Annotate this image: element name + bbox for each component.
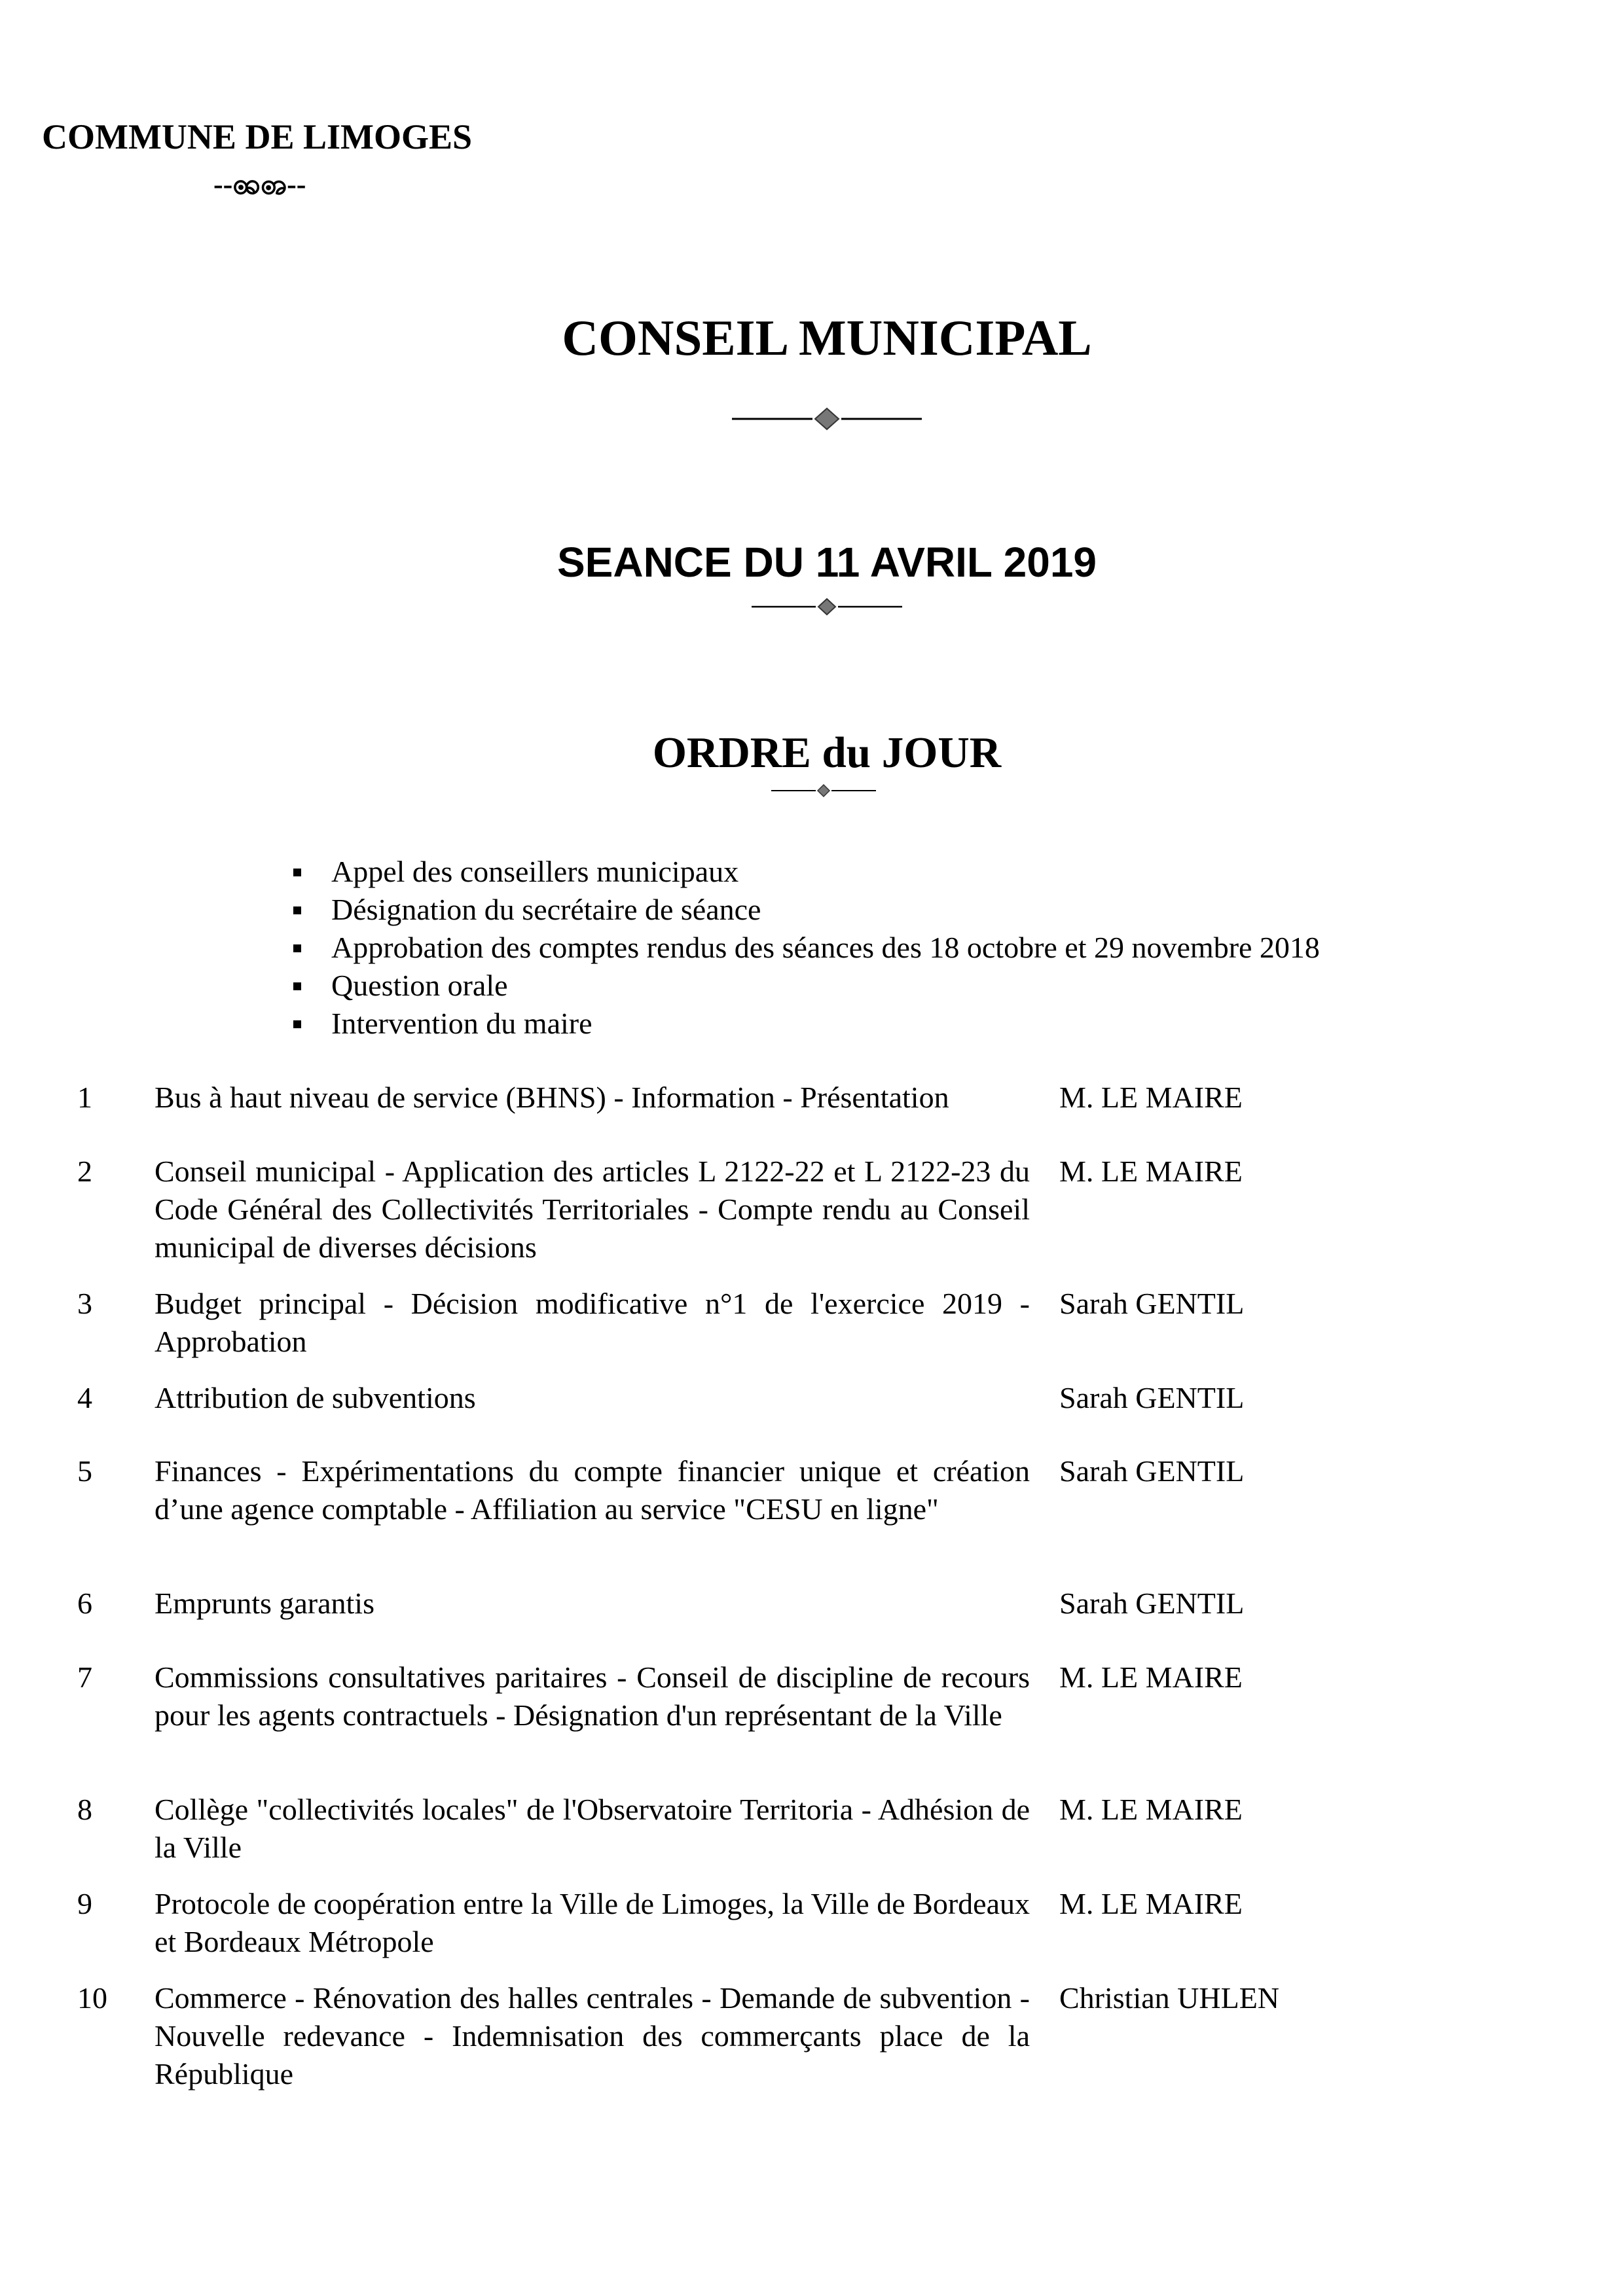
preliminaries-list — [293, 853, 1320, 1043]
preliminary-item: Intervention du maire — [293, 1005, 1320, 1043]
agenda-item-rapporteur: M. LE MAIRE — [1059, 1155, 1243, 1188]
agenda-item-number: 9 — [77, 1887, 92, 1920]
agenda-item-rapporteur: Sarah GENTIL — [1059, 1454, 1245, 1488]
agenda-item-number: 8 — [77, 1793, 92, 1826]
agenda-item-rapporteur: M. LE MAIRE — [1059, 1081, 1243, 1114]
agenda-item-description: Collège "collectivités locales" de l'Observatoire Territoria - Adhésion de la Ville — [155, 1793, 1030, 1864]
agenda-item-rapporteur: M. LE MAIRE — [1059, 1793, 1243, 1826]
conseil-title: CONSEIL MUNICIPAL — [562, 310, 1092, 366]
agenda-item-description: Commerce - Rénovation des halles centrales - Demande de subvention - Nouvelle redevance - Indemnisation des commerçants place de la République — [155, 1981, 1030, 2090]
agenda-item-number: 4 — [77, 1381, 92, 1414]
agenda-item-rapporteur: Sarah GENTIL — [1059, 1587, 1245, 1620]
agenda-item-number: 3 — [77, 1287, 92, 1320]
preliminary-item: Question orale — [293, 967, 1320, 1005]
agenda-item-number: 1 — [77, 1081, 92, 1114]
agenda-item-description: Commissions consultatives paritaires - Conseil de discipline de recours pour les agents contractuels - Désignation d'un représentant de la Ville — [155, 1660, 1030, 1732]
seance-title: SEANCE DU 11 AVRIL 2019 — [556, 539, 1097, 586]
preliminary-item: Appel des conseillers municipaux — [293, 853, 1320, 891]
agenda-item-rapporteur: Sarah GENTIL — [1059, 1287, 1245, 1320]
preliminary-item: Désignation du secrétaire de séance — [293, 891, 1320, 929]
agenda-item-number: 2 — [77, 1155, 92, 1188]
ordre-du-jour-title: ORDRE du JOUR — [652, 728, 1002, 777]
agenda-item-description: Emprunts garantis — [155, 1587, 374, 1620]
agenda-item-description: Attribution de subventions — [155, 1381, 476, 1414]
agenda-item-description: Bus à haut niveau de service (BHNS) - Information - Présentation — [155, 1081, 949, 1114]
agenda-item-description: Finances - Expérimentations du compte financier unique et création d’une agence comptable - Affiliation au service "CESU en ligne" — [155, 1454, 1030, 1526]
preliminary-item: Approbation des comptes rendus des séances des 18 octobre et 29 novembre 2018 — [293, 929, 1320, 967]
divider-ornament-large — [732, 406, 922, 432]
agenda-item-rapporteur: Christian UHLEN — [1059, 1981, 1280, 2015]
agenda-item-number: 5 — [77, 1454, 92, 1488]
divider-ornament-medium — [752, 597, 902, 617]
agenda-item-rapporteur: M. LE MAIRE — [1059, 1660, 1243, 1694]
divider-ornament-small — [771, 783, 876, 798]
agenda-item-description: Protocole de coopération entre la Ville de Limoges, la Ville de Bordeaux et Bordeaux Métropole — [155, 1887, 1030, 1958]
agenda-item-description: Budget principal - Décision modificative n°1 de l'exercice 2019 - Approbation — [155, 1287, 1030, 1358]
agenda-item-rapporteur: Sarah GENTIL — [1059, 1381, 1245, 1414]
header-ornament: --ꩩꩨ-- — [213, 168, 306, 200]
agenda-item-number: 10 — [77, 1981, 107, 2015]
agenda-item-description: Conseil municipal - Application des articles L 2122-22 et L 2122-23 du Code Général des Collectivités Territoriales - Compte rendu au Conseil municipal de diverses décisions — [155, 1155, 1030, 1264]
commune-header: COMMUNE DE LIMOGES — [42, 117, 473, 156]
agenda-item-number: 7 — [77, 1660, 92, 1694]
agenda-item-number: 6 — [77, 1587, 92, 1620]
agenda-item-rapporteur: M. LE MAIRE — [1059, 1887, 1243, 1920]
